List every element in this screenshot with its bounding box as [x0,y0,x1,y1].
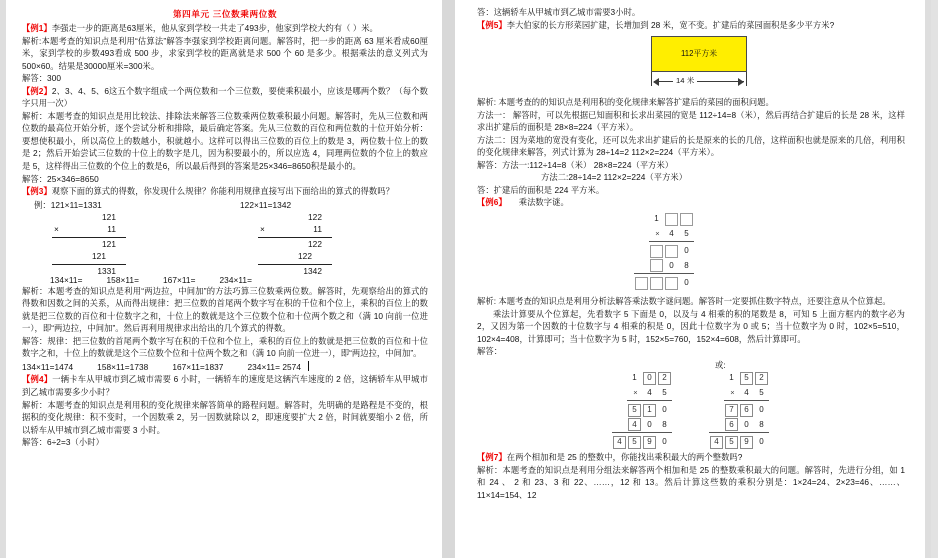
sol-b-mcand-0: 1 [729,373,734,383]
example5-method1: 方法一： 解答时，可以先根据已知面积和长求出菜园的宽是 112÷14=8（米），然后再结合扩建后的长是 28 米，这样求出扩建后的面积是 28×8=224（平方米）。 [477,109,905,133]
sol-b-p2-0: 6 [725,418,738,431]
sol-a-mcand-2: 2 [658,372,671,385]
example3-col1-top: 121 [102,212,116,223]
page-left [6,0,442,558]
example3-col2-body [258,211,332,277]
example3-col2-multiplier: 11 [313,224,322,235]
page-right-content [477,6,905,502]
arrow-right-icon [738,78,744,86]
page-separator-gutter [442,0,455,558]
example3-computations [22,199,428,285]
example3-question-text: 观察下面的算式的得数，你发现什么规律？你能利用规律直接写出下面给出的算式的得数吗？ [51,186,394,197]
example7-analysis: 解析：本题考查的知识点是利用分组法来解答两个相加和是 25 的整数乘积最大的问题。解答时，先进行分组，如 1 和 24 、 2 和 23、3 和 22、……，12 和 13。然后计算这些数的乘积分别是：1×24=24、2×23=46、……、11×14=154、12 [477,464,905,500]
puzzle-p1-0[interactable] [650,245,663,258]
example4-answer: 解答：6÷2=3（小时） [22,437,104,448]
example3-col2-total: 1342 [303,265,322,276]
sol-b-p1-0: 7 [725,404,738,417]
sol-a-t-1: 5 [628,436,641,449]
example3-column-1 [34,199,126,277]
sol-a-p1-0: 5 [628,404,641,417]
example3-answer-3: 234×11= 2574 [247,361,301,372]
rectangle-area-label: 112平方米 [680,48,718,58]
example7-question [477,451,905,464]
example5-analysis: 解析: 本题考查的的知识点是利用积的变化规律来解答扩建后的菜园的面积问题。 [477,97,774,108]
example3-practice-row [50,274,252,287]
sol-a-partial2-row [612,417,672,433]
example3-answer-row [22,361,428,374]
puzzle-t-1[interactable] [650,277,663,290]
example2-question-text: 2、3、4、5、6这五个数字组成一个两位数和一个三位数，要使乘积最小，应该是哪两个数？（每个数字只用一次） [22,85,428,109]
arrow-left-icon [653,78,659,86]
example3-practice-2: 167×11= [163,274,196,285]
example3-col1-total: 1331 [97,265,116,276]
example1-analysis: 解析:本题考查的知识点是利用“估算法”解答李强家到学校距离问题。解答时，把一步的距离 63 厘米看成60厘米，家到学校的步数493看成 500 步，求家到学校的距离就是求 500 个 60 是多少。根据乘法的意义列式为 500×60。结果是30000厘米=300米。 [22,35,428,71]
example2-analysis: 解析：本题考查的知识点是用比较法、排除法来解答三位数乘两位数乘积最小问题。解答时，先从三位数和两位数的最高位开始分析，逐个尝试分析和排除，最后确定答案。先从三位数的百位和两位数的十位开始分析：要想使积最小，所以高位上的数越小，积就越小。这样可以得出三位数的百位上的数是 3，两位数十位上的数是 2；然后开始尝试三位数的十位上的数字是几，因为积要最小的，所以应选 4，同理两位数的个位上的数应是 5，这样得出三位数的个位上的数是6，所以最后得到的答案是25×346=8650积是最小的。 [22,110,428,172]
example2-tag: 【例2】 [22,85,52,96]
sol-a-mplier-1: 5 [662,387,667,397]
rectangle-width-label: 14 米 [673,75,697,88]
sol-b-mcand-1: 5 [740,372,753,385]
sol-b-multiplicand-row [724,371,769,385]
puzzle-grid [649,212,694,290]
sol-a-p1-2: 0 [662,405,667,415]
sol-b-partial2-row [709,417,769,433]
sol-b-mplier-0: 4 [744,387,749,397]
puzzle-total-row [634,276,694,290]
example4-question [22,373,428,398]
sol-b-operator: × [730,388,735,398]
sol-b-t-2: 9 [740,436,753,449]
page-left-content [22,8,428,449]
sol-b-mplier-1: 5 [759,387,764,397]
sol-a-p2-0: 4 [628,418,641,431]
text-cursor [308,361,309,371]
puzzle-mcand-0[interactable]: 1 [654,214,659,224]
example3-analysis: 解析：本题考查的知识点是利用“两边拉，中间加”的方法巧算三位数乘两位数。解答时，先观察给出的算式的得数和因数之间的关系，从而得出规律：把三位数的首尾两个数字写在积的千位和个位上，乘积的百位上的数就是把三位数的百位和十位数字之和，十位上的数就是这个三位数个位和十位两个数之和（满 10 向前一位进一），即“两边拉，中间加”。然后再利用规律求出给出的几个算式的得数。 [22,285,428,334]
example4-analysis: 解析：本题考查的知识点是利用积的变化规律来解答简单的路程问题。解答时，先明确的是路程是不变的，根据积的变化规律：积不变时，一个因数乘 2，另一因数就除以 2，即速度要扩大 2 倍，时间就要缩小 2 倍，所以轿车从甲城市到乙城市需要 3 小时。 [22,399,428,435]
example3-tag: 【例3】 [22,186,52,197]
example3-practice-0: 134×11= [50,274,83,285]
sol-a-mplier-0: 4 [647,387,652,397]
example3-col1-partial2: 121 [52,250,126,264]
sol-a-t-2: 9 [643,436,656,449]
dimension-tick-left [651,72,652,86]
sol-a-multiplicand-row [627,371,672,385]
sol-a-mcand-1: 0 [643,372,656,385]
example3-practice-1: 158×11= [106,274,139,285]
example3-col1-body [52,211,126,277]
example3-col1-head: 例：121×11=1331 [34,199,102,210]
sol-b-partial1-row [724,403,769,417]
example1-question [22,22,428,35]
sol-a-t-3: 0 [662,437,667,447]
example6-tag: 【例6】 [477,197,507,208]
example3-question [22,185,428,198]
example6-analysis: 解析: 本题考查的知识点是利用分析法解答乘法数字谜问题。解答时一定要抓住数字特点，还要注意从个位算起。 [477,296,891,307]
sol-b-p2-2: 8 [759,419,764,429]
example3-column-2 [240,199,332,277]
example3-col2-head: 122×11=1342 [240,199,292,210]
example5-answer-line1: 解答：方法一:112÷14=8（米） 28×8=224（平方米） [477,159,674,170]
sol-b-p1-2: 0 [759,405,764,415]
puzzle-partial2-row [634,258,694,274]
example7-question-text: 在两个相加和是 25 的整数中，你能找出乘积最大的两个整数吗? [506,452,743,463]
rectangle-area-shape [651,36,747,72]
sol-a-total-row [612,435,672,449]
example4-question-text: 一辆卡车从甲城市到乙城市需要 6 小时，一辆轿车的速度是这辆汽车速度的 2 倍，这辆轿车从甲城市到乙城市需要多少小时？ [22,374,428,398]
sol-a-p1-1: 1 [643,404,656,417]
sol-b-p2-1: 0 [744,419,749,429]
sol-a-p2-2: 8 [662,419,667,429]
puzzle-multiplicand-row [649,212,694,226]
solution-b-grid [714,371,769,449]
example6-answer-label: 解答： [477,346,503,357]
example3-answer-2: 167×11=1837 [172,361,224,372]
example3-col2-partial2: 122 [258,250,332,264]
puzzle-multiplier-row [649,226,694,242]
solution-a-grid [617,371,672,449]
example7-tag: 【例7】 [477,452,507,463]
example5-figure [477,36,905,92]
sol-b-multiplier-row [724,385,769,401]
example3-answer-1: 158×11=1738 [97,361,149,372]
example4-final-answer: 答：这辆轿车从甲城市到乙城市需要3小时。 [477,7,641,17]
example3-col2-partial1: 122 [308,238,322,249]
dimension-tick-right [746,72,747,86]
example5-answer-line3: 答：扩建后的面积是 224 平方米。 [477,184,605,195]
right-edge-gutter [925,0,931,558]
sol-b-mcand-2: 2 [755,372,768,385]
page-right [455,0,925,558]
puzzle-t-0[interactable] [635,277,648,290]
example1-answer: 解答：300 [22,73,62,84]
example5-method2: 方法二：因为菜地的宽没有变化，还可以先求出扩建后的长是原来的长的几倍，这样面积也就是原来的几倍，利用积的变化规律来解答，列式计算为 28÷14=2 112×2=224（平方米）。 [477,134,905,158]
sol-a-p2-1: 0 [647,419,652,429]
example3-col1-operator: × [54,224,59,235]
sol-a-t-0: 4 [613,436,626,449]
sol-a-partial1-row [627,403,672,417]
puzzle-mplier-0: 4 [669,228,674,238]
example6-solutions [477,371,905,449]
puzzle-p1-2: 0 [684,246,689,256]
example3-col2-multiplier-row [258,223,332,237]
sol-a-multiplier-row [627,385,672,401]
sol-a-operator: × [633,388,638,398]
example3-col1-multiplier-row [52,223,126,237]
puzzle-mplier-1: 5 [684,228,689,238]
example6-question-text: 乘法数字谜。 [518,197,569,208]
puzzle-p2-1: 0 [669,260,674,270]
example3-col1-partial1: 121 [102,238,116,249]
puzzle-mcand-2[interactable] [680,213,693,226]
example5-question [477,19,905,32]
example3-col2-operator: × [260,224,265,235]
example6-analysis2: 乘法计算要从个位算起，先看数字 5 下面是 0，以及与 4 相乘的积的尾数是 8，可知 5 上面方框内的数字必为 2，又因为第一个因数的十位数字与 4 相乘的积是 0，因此十位数字为 0 或 5；当十位数字为 0 时，102×5=510，102×4=408，计算即可；当十位数字为 5 时，152×5=760，152×4=608，然后计算即可。 [477,308,905,344]
sol-b-total-row [709,435,769,449]
example6-puzzle [477,212,905,293]
example5-answer-line2: 方法二:28÷14=2 112×2=224（平方米） [541,172,688,183]
sol-b-t-3: 0 [759,437,764,447]
example3-col1-multiplier: 11 [107,224,116,235]
example2-question [22,85,428,110]
puzzle-partial1-row [649,244,694,258]
sol-a-mcand-0: 1 [632,373,637,383]
puzzle-operator: × [655,228,660,238]
example5-tag: 【例5】 [477,19,507,30]
puzzle-t-2[interactable] [665,277,678,290]
example5-question-text: 李大伯家的长方形菜园扩建，长增加到 28 米，宽不变。扩建后的菜园面积是多少平方米? [506,19,835,30]
example1-tag: 【例1】 [22,23,52,33]
dimension-line [654,81,744,82]
example2-answer: 解答：25×346=8650 [22,173,99,184]
sol-b-t-1: 5 [725,436,738,449]
sol-b-p1-1: 6 [740,404,753,417]
example3-answer: 解答：规律：把三位数的首尾两个数字写在积的千位和个位上，乘积的百位上的数就是把三位数的百位和十位数字之和，十位上的数就是这个三位数个位和十位两个数之和（满 10 向前一位进一），即“两边拉，中间加”。 [22,335,428,359]
example3-practice-3: 234×11= [219,274,252,285]
puzzle-p2-2: 8 [684,260,689,270]
puzzle-t-3: 0 [684,278,689,288]
example6-question [477,196,905,209]
example1-question-text: 李强走一步的距离是63厘米，他从家到学校一共走了493步，他家到学校大约有（ ）米。 [51,23,378,33]
sol-b-t-0: 4 [710,436,723,449]
example3-answer-0: 134×11=1474 [22,361,74,372]
puzzle-p1-1[interactable] [665,245,678,258]
unit-title: 第四单元 三位数乘两位数 [172,9,278,19]
puzzle-p2-0[interactable] [650,259,663,272]
puzzle-mcand-1[interactable] [665,213,678,226]
example4-tag: 【例4】 [22,374,53,385]
example6-or-label: 或: [715,359,726,370]
example3-col2-top: 122 [308,212,322,223]
